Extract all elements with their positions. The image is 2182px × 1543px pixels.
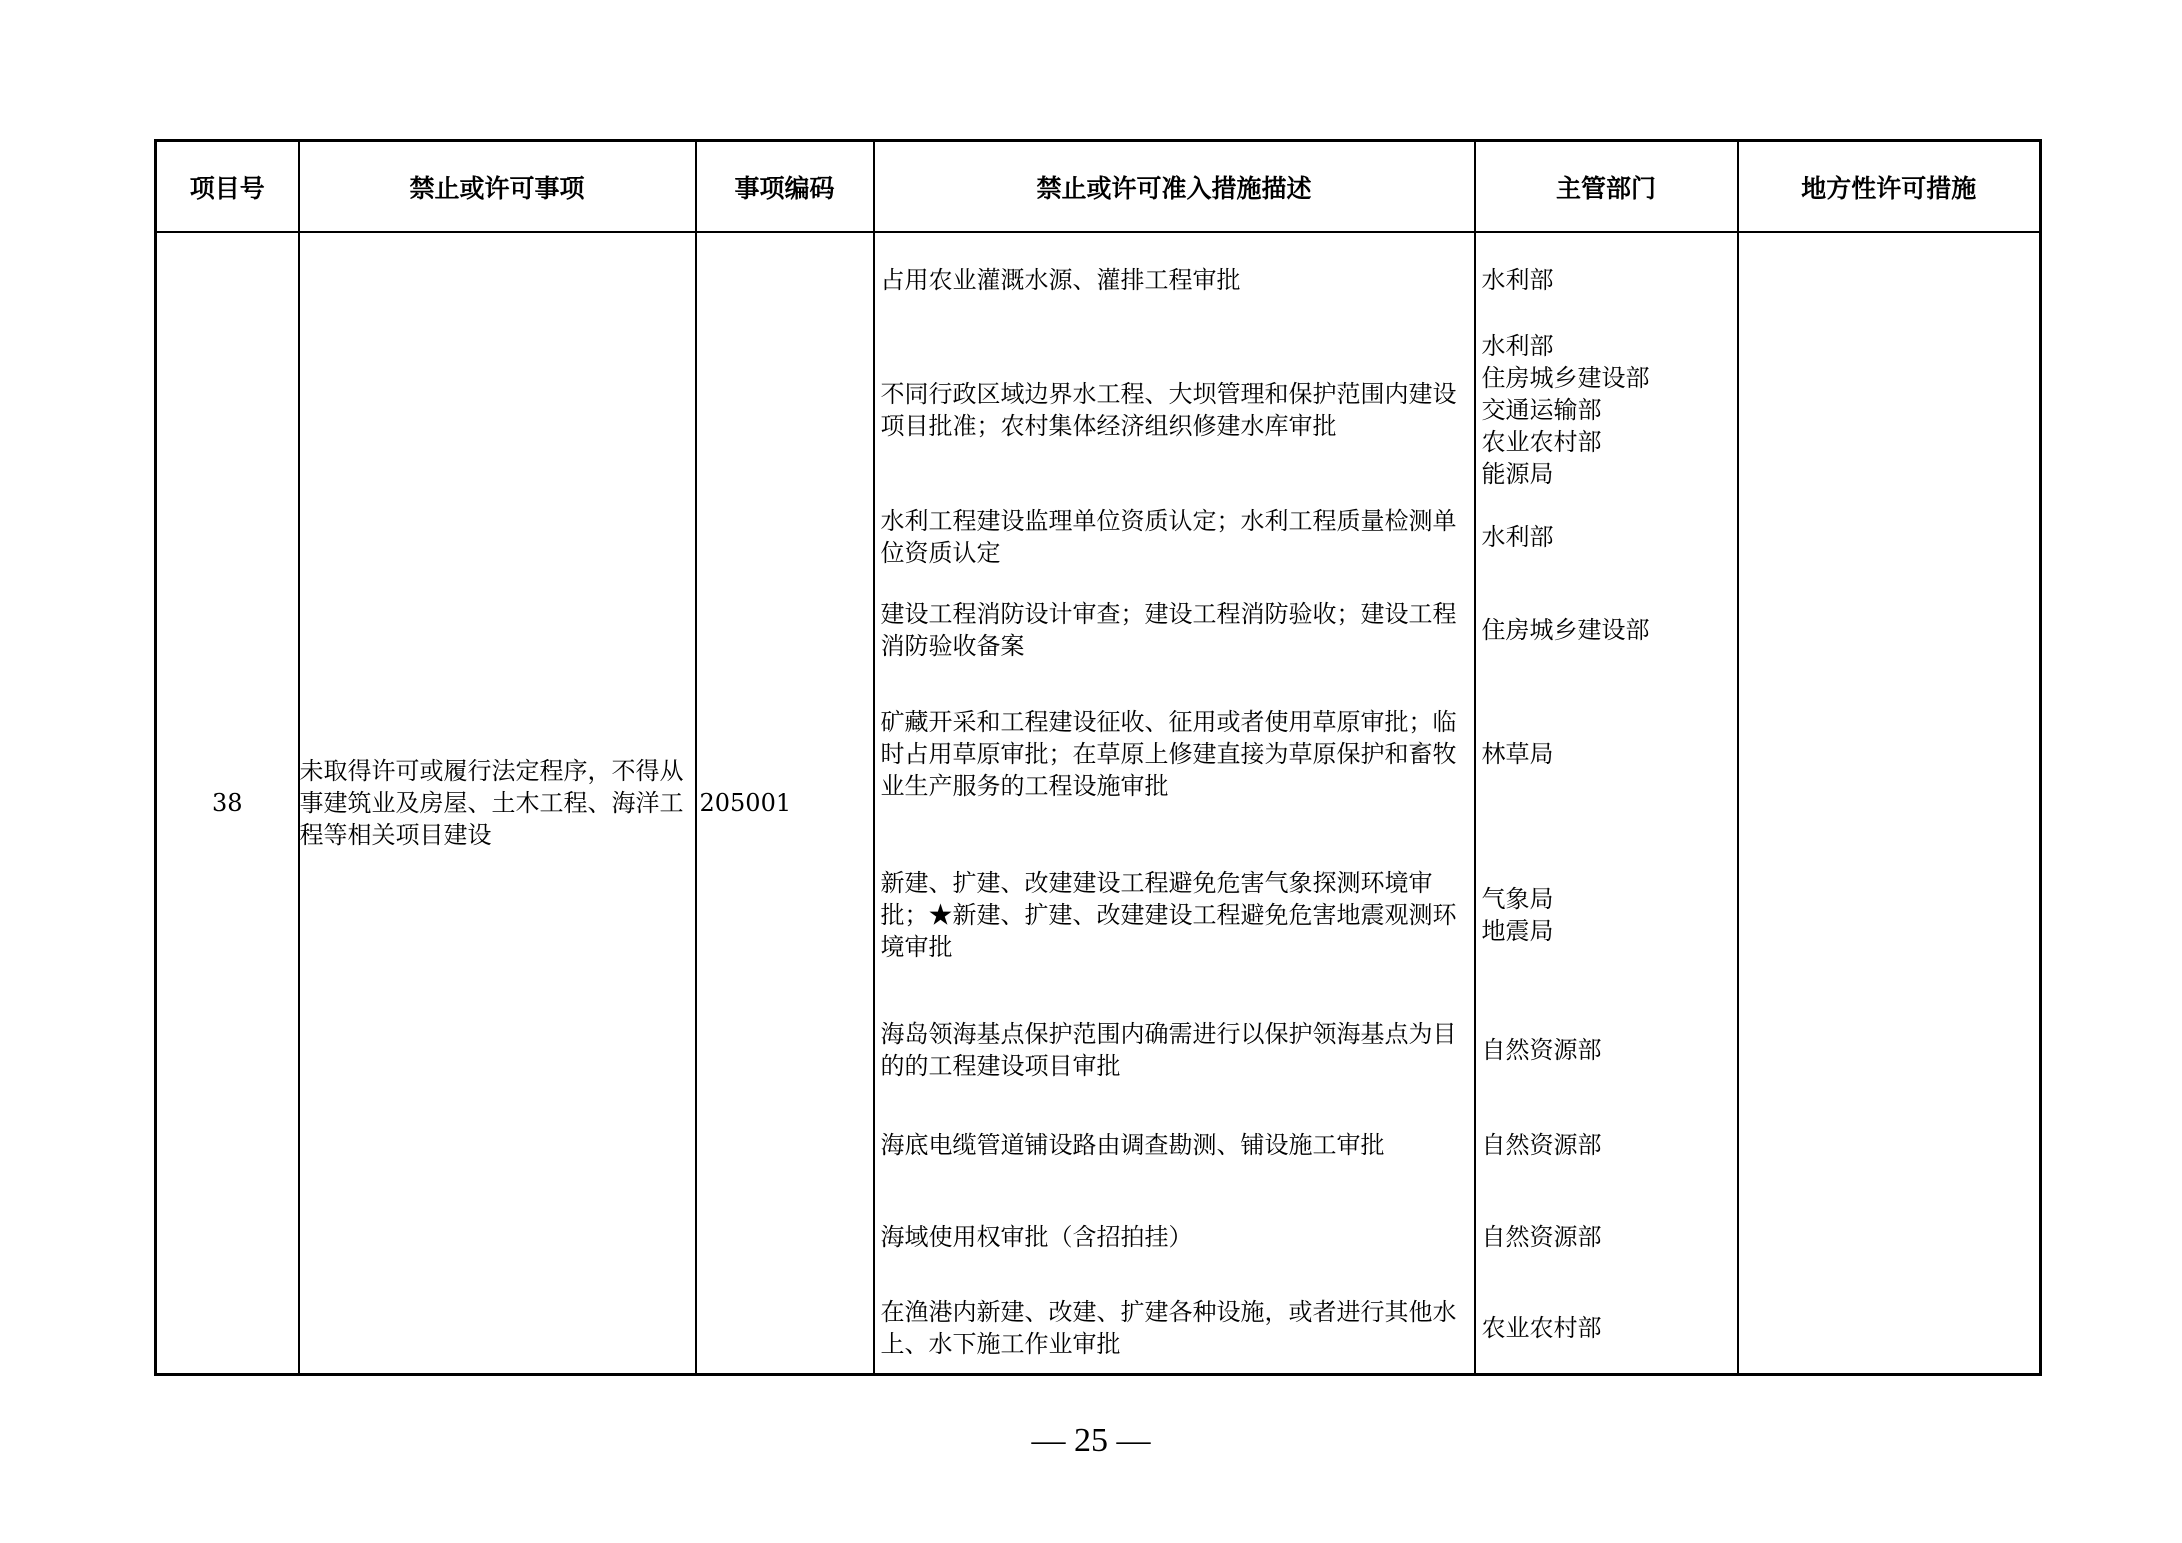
measure-department-text: 水利部 住房城乡建设部 交通运输部 农业农村部 能源局 xyxy=(1481,332,1650,488)
measure-department-text: 水利部 xyxy=(1481,523,1554,551)
measure-department-text: 自然资源部 xyxy=(1481,1223,1602,1251)
header-local-measures: 地方性许可措施 xyxy=(1738,141,2041,233)
measure-description-text: 占用农业灌溉水源、灌排工程审批 xyxy=(880,266,1241,294)
permit-table xyxy=(154,139,2042,1376)
department-list xyxy=(1476,233,1737,1373)
measure-department xyxy=(1476,829,1737,1001)
measure-department xyxy=(1476,1001,1737,1099)
measure-description xyxy=(875,829,1474,1001)
measure-department xyxy=(1476,327,1737,493)
measure-department-text: 自然资源部 xyxy=(1481,1036,1602,1064)
page-number: — 25 — xyxy=(1031,1422,1151,1459)
header-description: 禁止或许可准入措施描述 xyxy=(874,141,1475,233)
measure-department xyxy=(1476,1283,1737,1373)
item-number-cell: 38 xyxy=(156,232,299,1375)
measure-department-text: 住房城乡建设部 xyxy=(1481,616,1650,644)
header-matter: 禁止或许可事项 xyxy=(299,141,696,233)
measure-description xyxy=(875,1001,1474,1099)
measure-description xyxy=(875,233,1474,327)
measure-description-text: 新建、扩建、改建建设工程避免危害气象探测环境审批；★新建、扩建、改建建设工程避免危害地震观测环境审批 xyxy=(880,869,1457,961)
table-header-row xyxy=(156,141,2041,233)
measure-department xyxy=(1476,233,1737,327)
measure-department-text: 气象局 地震局 xyxy=(1481,885,1554,945)
measure-description-text: 海岛领海基点保护范围内确需进行以保护领海基点为目的的工程建设项目审批 xyxy=(880,1020,1457,1080)
measure-department-text: 林草局 xyxy=(1481,740,1554,768)
measure-description xyxy=(875,581,1474,679)
header-department: 主管部门 xyxy=(1475,141,1738,233)
measure-description xyxy=(875,327,1474,493)
measure-description xyxy=(875,679,1474,829)
table-row xyxy=(156,232,2041,1375)
header-item-no: 项目号 xyxy=(156,141,299,233)
measure-department-text: 水利部 xyxy=(1481,266,1554,294)
measure-department-text: 农业农村部 xyxy=(1481,1314,1602,1342)
local-measures-cell xyxy=(1738,232,2041,1375)
measure-description xyxy=(875,1283,1474,1373)
measure-description-text: 矿藏开采和工程建设征收、征用或者使用草原审批；临时占用草原审批；在草原上修建直接为草原保护和畜牧业生产服务的工程设施审批 xyxy=(880,708,1457,800)
measure-department xyxy=(1476,679,1737,829)
department-cell xyxy=(1475,232,1738,1375)
measure-department xyxy=(1476,1191,1737,1283)
measure-department xyxy=(1476,1099,1737,1191)
code-cell: 205001 xyxy=(696,232,874,1375)
measure-description-text: 不同行政区域边界水工程、大坝管理和保护范围内建设项目批准；农村集体经济组织修建水库审批 xyxy=(880,380,1457,440)
measure-description-text: 在渔港内新建、改建、扩建各种设施，或者进行其他水上、水下施工作业审批 xyxy=(880,1298,1457,1358)
measure-description-text: 水利工程建设监理单位资质认定；水利工程质量检测单位资质认定 xyxy=(880,507,1457,567)
measure-department xyxy=(1476,581,1737,679)
measure-department-text: 自然资源部 xyxy=(1481,1131,1602,1159)
measure-description-text: 海底电缆管道铺设路由调查勘测、铺设施工审批 xyxy=(880,1131,1385,1159)
header-code: 事项编码 xyxy=(696,141,874,233)
measure-description-text: 海域使用权审批（含招拍挂） xyxy=(880,1223,1193,1251)
measure-department xyxy=(1476,493,1737,581)
description-list xyxy=(875,233,1474,1373)
measure-description-text: 建设工程消防设计审查；建设工程消防验收；建设工程消防验收备案 xyxy=(880,600,1457,660)
measure-description xyxy=(875,1191,1474,1283)
measure-description xyxy=(875,1099,1474,1191)
matter-cell: 未取得许可或履行法定程序，不得从事建筑业及房屋、土木工程、海洋工程等相关项目建设 xyxy=(299,232,696,1375)
measure-description xyxy=(875,493,1474,581)
description-cell xyxy=(874,232,1475,1375)
